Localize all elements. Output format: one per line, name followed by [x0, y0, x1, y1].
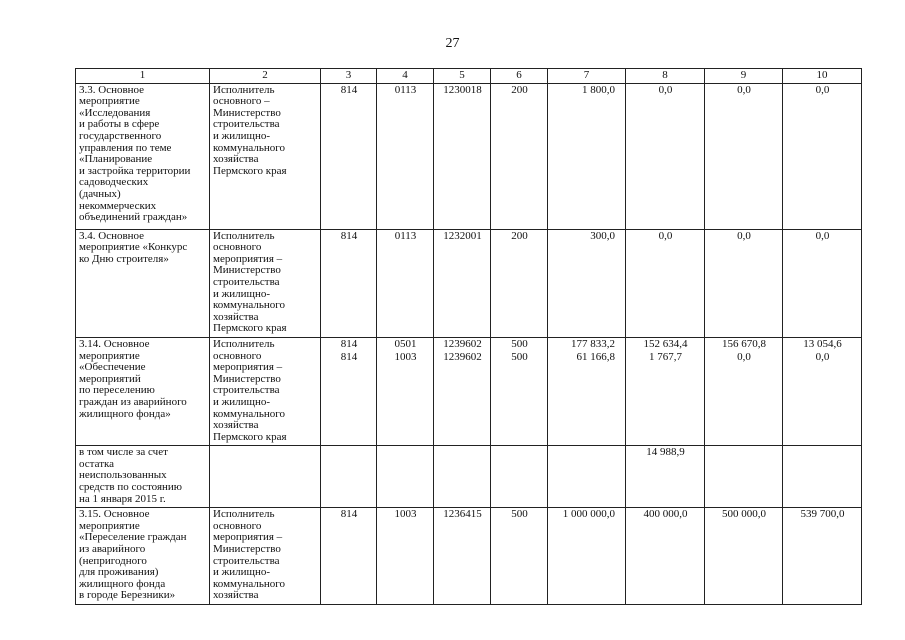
amount-col9-cell: 500 000,0 — [705, 508, 783, 605]
table-row — [76, 508, 862, 605]
budget-table — [75, 68, 862, 605]
code-ministry-cell — [321, 446, 377, 508]
amount-col10-cell — [783, 337, 862, 445]
table-row — [76, 446, 862, 508]
line-value: 814 — [340, 337, 358, 350]
table-row — [76, 229, 862, 337]
code-ministry-cell: 814 — [321, 508, 377, 605]
amount-col8-cell — [626, 337, 705, 445]
header-cell: 5 — [434, 69, 491, 84]
table-row — [76, 337, 862, 445]
line-value: 177 833,2 — [571, 337, 615, 350]
amount-col10-cell — [783, 446, 862, 508]
executor-cell: Исполнитель основного – Министерство строительства и жилищно- коммунального хозяйства Пермского края — [210, 83, 321, 229]
code-section-cell: 0113 — [377, 83, 434, 229]
code-type-cell: 200 — [491, 83, 548, 229]
line-value: 61 166,8 — [576, 350, 615, 363]
header-cell: 10 — [783, 69, 862, 84]
amount-col9-cell: 0,0 — [705, 229, 783, 337]
header-cell: 7 — [548, 69, 626, 84]
activity-name-cell: в том числе за счет остатка неиспользованных средств по состоянию на 1 января 2015 г. — [76, 446, 210, 508]
code-target-cell — [434, 446, 491, 508]
line-value: 1239602 — [443, 337, 482, 350]
code-target-cell: 1230018 — [434, 83, 491, 229]
amount-col7-cell — [548, 446, 626, 508]
code-section-cell — [377, 337, 434, 445]
code-ministry-cell: 814 — [321, 83, 377, 229]
code-type-cell — [491, 446, 548, 508]
code-type-cell: 500 — [491, 508, 548, 605]
code-type-cell — [491, 337, 548, 445]
amount-col9-cell — [705, 337, 783, 445]
code-ministry-cell: 814 — [321, 229, 377, 337]
amount-col8-cell: 14 988,9 — [626, 446, 705, 508]
code-section-cell — [377, 446, 434, 508]
line-value: 156 670,8 — [722, 337, 766, 350]
amount-col9-cell: 0,0 — [705, 83, 783, 229]
activity-name-cell: 3.3. Основное мероприятие «Исследования и работы в сфере государственного управления по теме «Планирование и застройка территории садоводческих (дачных) некоммерческих объединений граждан» — [76, 83, 210, 229]
code-section-cell: 1003 — [377, 508, 434, 605]
code-target-cell: 1232001 — [434, 229, 491, 337]
activity-name-cell: 3.14. Основное мероприятие «Обеспечение мероприятий по переселению граждан из аварийного жилищного фонда» — [76, 337, 210, 445]
code-section-cell: 0113 — [377, 229, 434, 337]
header-cell: 6 — [491, 69, 548, 84]
amount-col7-cell — [548, 337, 626, 445]
line-value: 814 — [340, 350, 358, 363]
amount-col10-cell: 0,0 — [783, 83, 862, 229]
amount-col8-cell: 0,0 — [626, 229, 705, 337]
amount-col8-cell: 0,0 — [626, 83, 705, 229]
line-value: 0,0 — [737, 350, 751, 363]
activity-name-cell: 3.4. Основное мероприятие «Конкурс ко Дню строителя» — [76, 229, 210, 337]
header-cell: 3 — [321, 69, 377, 84]
header-row — [76, 69, 862, 84]
line-value: 0,0 — [815, 350, 830, 363]
amount-col7-cell: 300,0 — [548, 229, 626, 337]
activity-name-cell: 3.15. Основное мероприятие «Переселение граждан из аварийного (непригодного для проживания) жилищного фонда в городе Березники» — [76, 508, 210, 605]
code-target-cell — [434, 337, 491, 445]
code-target-cell: 1236415 — [434, 508, 491, 605]
executor-cell: Исполнитель основного мероприятия – Министерство строительства и жилищно- коммунального хозяйства Пермского края — [210, 229, 321, 337]
amount-col7-cell: 1 000 000,0 — [548, 508, 626, 605]
line-value: 500 — [511, 350, 528, 363]
code-ministry-cell — [321, 337, 377, 445]
amount-col8-cell: 400 000,0 — [626, 508, 705, 605]
executor-cell: Исполнитель основного мероприятия – Министерство строительства и жилищно- коммунального хозяйства Пермского края — [210, 337, 321, 445]
executor-cell — [210, 446, 321, 508]
amount-col10-cell: 0,0 — [783, 229, 862, 337]
amount-col10-cell: 539 700,0 — [783, 508, 862, 605]
executor-cell: Исполнитель основного мероприятия – Министерство строительства и жилищно- коммунального хозяйства — [210, 508, 321, 605]
line-value: 152 634,4 — [643, 337, 688, 350]
line-value: 1239602 — [443, 350, 482, 363]
header-cell: 1 — [76, 69, 210, 84]
header-cell: 8 — [626, 69, 705, 84]
line-value: 0501 — [394, 337, 417, 350]
line-value: 13 054,6 — [803, 337, 842, 350]
header-cell: 4 — [377, 69, 434, 84]
table-row — [76, 83, 862, 229]
line-value: 500 — [511, 337, 528, 350]
amount-col7-cell: 1 800,0 — [548, 83, 626, 229]
page-number: 27 — [445, 36, 460, 51]
line-value: 1 767,7 — [649, 350, 682, 363]
amount-col9-cell — [705, 446, 783, 508]
header-cell: 2 — [210, 69, 321, 84]
header-cell: 9 — [705, 69, 783, 84]
line-value: 1003 — [394, 350, 417, 363]
code-type-cell: 200 — [491, 229, 548, 337]
